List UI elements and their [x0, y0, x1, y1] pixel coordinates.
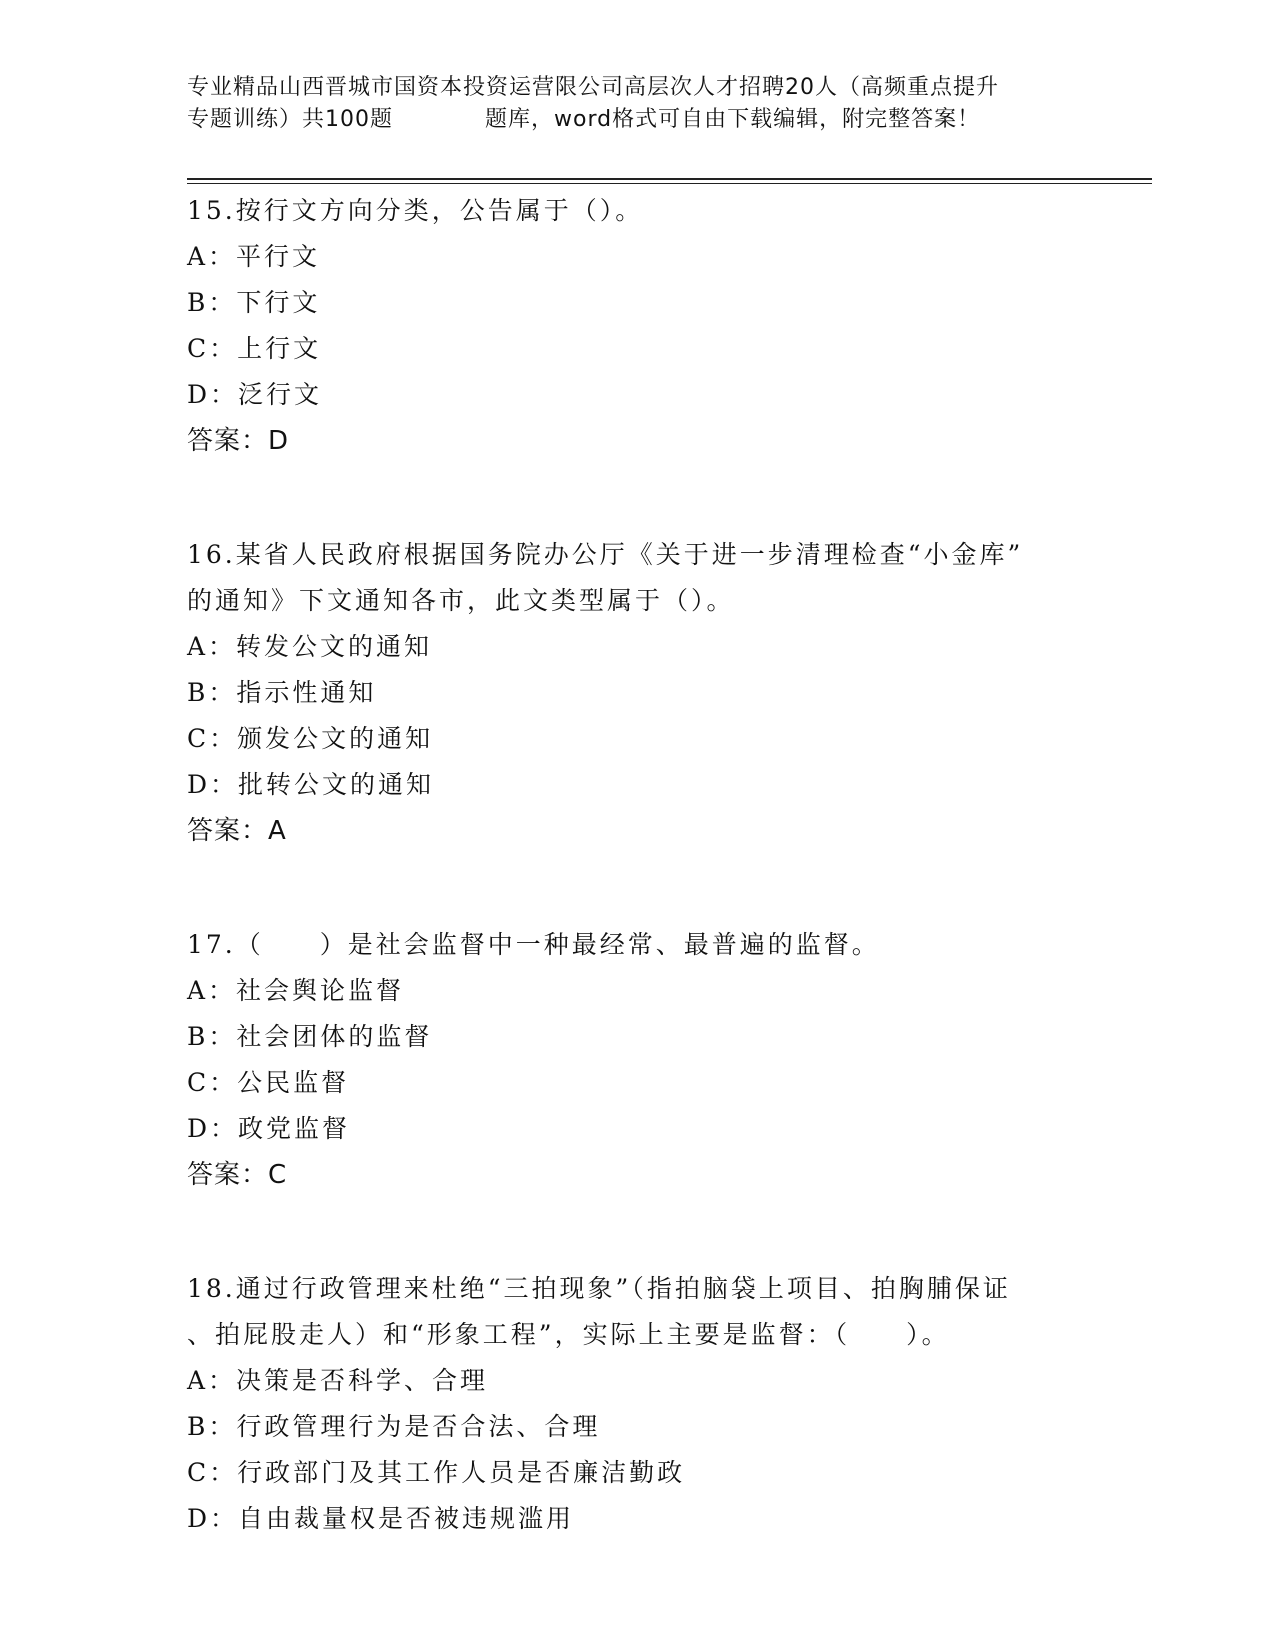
question-16 [187, 532, 1087, 854]
option-a: A：转发公文的通知 [187, 632, 433, 661]
page-header [187, 72, 1087, 136]
option-b: B：指示性通知 [187, 678, 377, 707]
option-b: B：行政管理行为是否合法、合理 [187, 1412, 601, 1441]
question-17 [187, 922, 1087, 1198]
question-18 [187, 1266, 1087, 1542]
answer-label: 答案：D [187, 426, 290, 456]
question-stem-line-1: 16.某省人民政府根据国务院办公厅《关于进一步清理检查“小金库” [187, 540, 1024, 569]
header-line-2-part-2: 题库，word格式可自由下载编辑，附完整答案！ [485, 107, 981, 132]
option-c: C：上行文 [187, 334, 322, 363]
question-stem: 17.（ ）是社会监督中一种最经常、最普遍的监督。 [187, 930, 880, 959]
question-stem-line-2: 的通知》下文通知各市，此文类型属于（）。 [187, 586, 735, 615]
option-c: C：颁发公文的通知 [187, 724, 434, 753]
header-divider-thick [187, 178, 1152, 180]
question-stem-line-2: 、拍屁股走人）和“形象工程”，实际上主要是监督：（ ）。 [187, 1320, 950, 1349]
answer-label: 答案：C [187, 1160, 288, 1190]
header-line-2-part-1: 专题训练）共100题 [187, 107, 393, 132]
question-list [187, 188, 1087, 1610]
option-a: A：平行文 [187, 242, 321, 271]
option-a: A：决策是否科学、合理 [187, 1366, 489, 1395]
option-d: D：自由裁量权是否被违规滥用 [187, 1504, 575, 1533]
option-b: B：社会团体的监督 [187, 1022, 433, 1051]
option-d: D：政党监督 [187, 1114, 351, 1143]
option-c: C：行政部门及其工作人员是否廉洁勤政 [187, 1458, 686, 1487]
option-d: D：泛行文 [187, 380, 323, 409]
question-stem: 15.按行文方向分类，公告属于（）。 [187, 196, 644, 225]
question-stem-line-1: 18.通过行政管理来杜绝“三拍现象”（指拍脑袋上项目、拍胸脯保证 [187, 1274, 1011, 1303]
answer-label: 答案：A [187, 816, 287, 846]
option-d: D：批转公文的通知 [187, 770, 435, 799]
option-b: B：下行文 [187, 288, 321, 317]
header-divider-thin [187, 183, 1152, 184]
option-c: C：公民监督 [187, 1068, 350, 1097]
header-line-2 [187, 104, 1087, 136]
header-line-1: 专业精品山西晋城市国资本投资运营限公司高层次人才招聘20人（高频重点提升 [187, 75, 999, 100]
question-15 [187, 188, 1087, 464]
option-a: A：社会舆论监督 [187, 976, 405, 1005]
